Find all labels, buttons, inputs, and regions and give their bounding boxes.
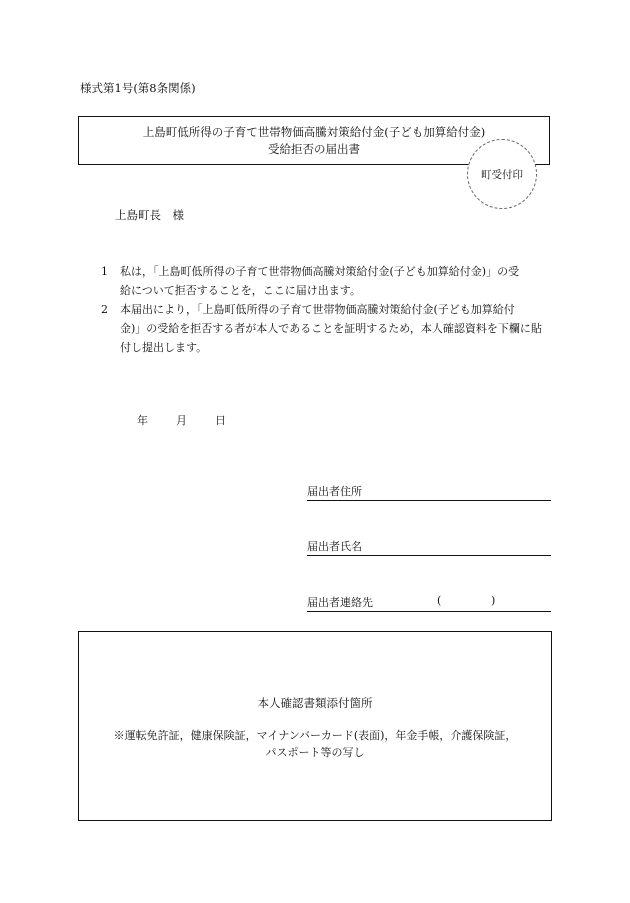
- list-item: [101, 300, 556, 357]
- document-title-line2: 受給拒否の届出書: [268, 142, 360, 156]
- contact-open-paren: (: [437, 594, 442, 607]
- item-text-line: 給について拒否することを，ここに届け出ます。: [120, 284, 361, 297]
- form-number: 様式第1号(第8条関係): [80, 81, 196, 95]
- date-line: [137, 412, 248, 428]
- id-document-attachment-area: [78, 631, 552, 821]
- id-note-line1: ※運転免許証，健康保険証，マイナンバーカード(表面)，年金手帳，介護保険証，: [113, 729, 517, 742]
- item-text-line: 付し提出します。: [120, 341, 208, 354]
- reception-stamp-label: 町受付印: [481, 168, 523, 181]
- date-year: 年: [137, 414, 148, 427]
- item-text-line: 私は，「上島町低所得の子育て世帯物価高騰対策給付金(子ども加算給付金)」の受: [120, 265, 520, 278]
- name-field[interactable]: [307, 538, 551, 556]
- name-label: 届出者氏名: [307, 540, 362, 553]
- address-field[interactable]: [307, 483, 551, 501]
- contact-field[interactable]: [307, 594, 551, 612]
- addressee: 上島町長 様: [115, 208, 184, 222]
- id-note-line2: パスポート等の写し: [265, 746, 365, 759]
- item-number: 1: [101, 265, 108, 278]
- contact-close-paren: ): [491, 594, 496, 607]
- contact-label: 届出者連絡先: [307, 596, 373, 609]
- reception-stamp-area: [467, 139, 537, 209]
- item-text-line: 本届出により，「上島町低所得の子育て世帯物価高騰対策給付金(子ども加算給付: [120, 303, 515, 316]
- date-day: 日: [215, 414, 226, 427]
- date-month: 月: [176, 414, 187, 427]
- address-label: 届出者住所: [307, 485, 362, 498]
- list-item: [101, 262, 556, 300]
- item-number: 2: [101, 303, 108, 316]
- id-attachment-note: [79, 727, 551, 761]
- item-text-line: 金)」の受給を拒否する者が本人であることを証明するため，本人確認資料を下欄に貼: [120, 322, 542, 335]
- document-title-line1: 上島町低所得の子育て世帯物価高騰対策給付金(子ども加算給付金): [142, 125, 486, 139]
- id-attachment-title: 本人確認書類添付箇所: [257, 696, 373, 710]
